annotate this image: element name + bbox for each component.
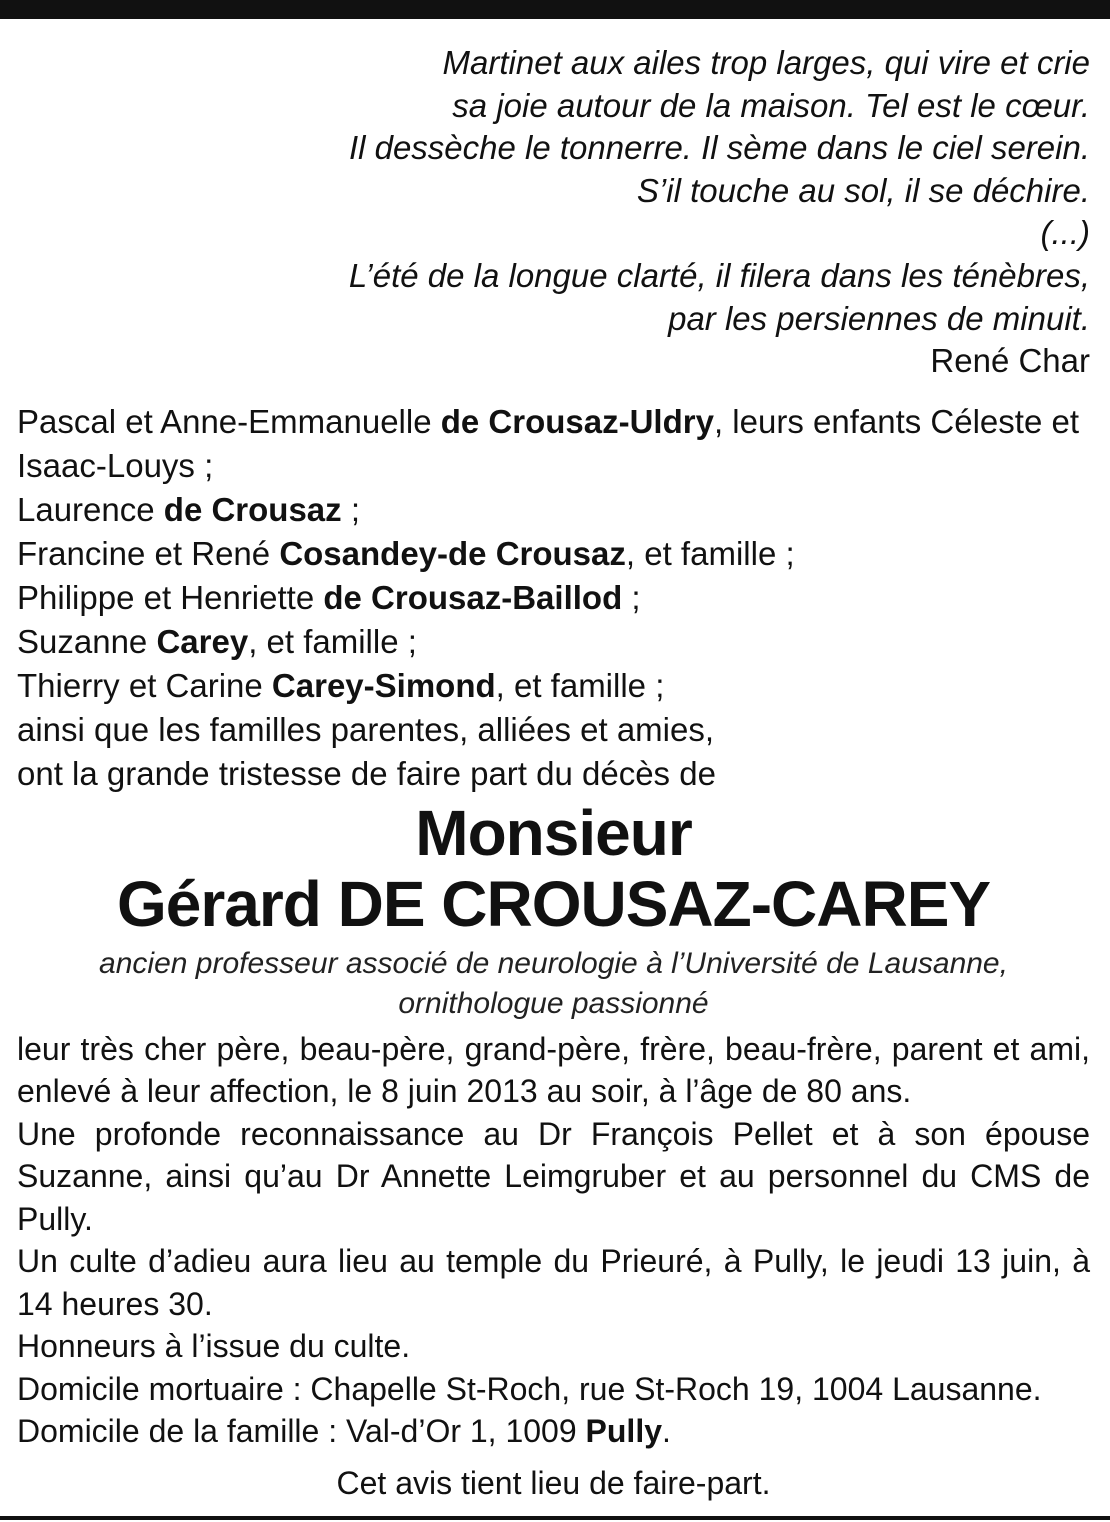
poem-line: (...) <box>1040 214 1090 252</box>
family-address: Domicile de la famille : Val-d’Or 1, 1009 Pully. <box>17 1413 671 1450</box>
family-list <box>17 400 1090 796</box>
bottom-rule <box>0 1516 1110 1520</box>
family-entry: Pascal et Anne-Emmanuelle de Crousaz-Uldry, leurs enfants Céleste et Isaac-Louys ; <box>17 402 1079 484</box>
family-entry: Laurence de Crousaz ; <box>17 490 360 528</box>
family-entry: Suzanne Carey, et famille ; <box>17 622 417 660</box>
notice-body <box>17 1028 1090 1453</box>
poem-line: Il dessèche le tonnerre. Il sème dans le ciel serein. <box>348 129 1090 167</box>
mortuary-address: Domicile mortuaire : Chapelle St-Roch, rue St-Roch 19, 1004 Lausanne. <box>17 1370 1042 1407</box>
poem-line: L’été de la longue clarté, il filera dans les ténèbres, <box>348 256 1090 294</box>
honours-line: Honneurs à l’issue du culte. <box>17 1328 411 1365</box>
tribute-paragraph: leur très cher père, beau-père, grand-père, frère, beau-frère, parent et ami, enlevé à leur affection, le 8 juin 2013 au soir, à l’âge de 80 ans. <box>17 1030 1090 1110</box>
poem-line: par les persiennes de minuit. <box>668 299 1090 337</box>
family-entry: ainsi que les familles parentes, alliées et amies, <box>17 710 715 748</box>
family-entry: ont la grande tristesse de faire part du décès de <box>17 754 716 792</box>
obituary-notice <box>17 42 1090 1505</box>
service-paragraph: Un culte d’adieu aura lieu au temple du Prieuré, à Pully, le jeudi 13 juin, à 14 heures 30. <box>17 1243 1090 1322</box>
closing-note: Cet avis tient lieu de faire-part. <box>336 1464 771 1501</box>
deceased-honorific: Monsieur <box>415 796 692 869</box>
poem-author: René Char <box>930 342 1090 380</box>
top-rule <box>0 0 1110 19</box>
poem-line: Martinet aux ailes trop larges, qui vire et crie <box>442 44 1090 81</box>
role-line: ancien professeur associé de neurologie à l’Université de Lausanne, <box>99 946 1008 980</box>
deceased-name: Gérard DE CROUSAZ-CAREY <box>116 867 991 940</box>
family-entry: Francine et René Cosandey-de Crousaz, et famille ; <box>17 534 795 572</box>
deceased-role <box>17 944 1090 1024</box>
poem-line: S’il touche au sol, il se déchire. <box>636 171 1090 209</box>
poem-epigraph <box>17 42 1090 340</box>
role-line: ornithologue passionné <box>398 986 709 1020</box>
family-entry: Philippe et Henriette de Crousaz-Baillod ; <box>17 578 641 616</box>
thanks-paragraph: Une profonde reconnaissance au Dr François Pellet et à son épouse Suzanne, ainsi qu’au Dr Annette Leimgruber et au personnel du CMS de Pully. <box>17 1115 1090 1237</box>
poem-line: sa joie autour de la maison. Tel est le cœur. <box>452 86 1090 124</box>
family-entry: Thierry et Carine Carey-Simond, et famille ; <box>17 666 665 704</box>
